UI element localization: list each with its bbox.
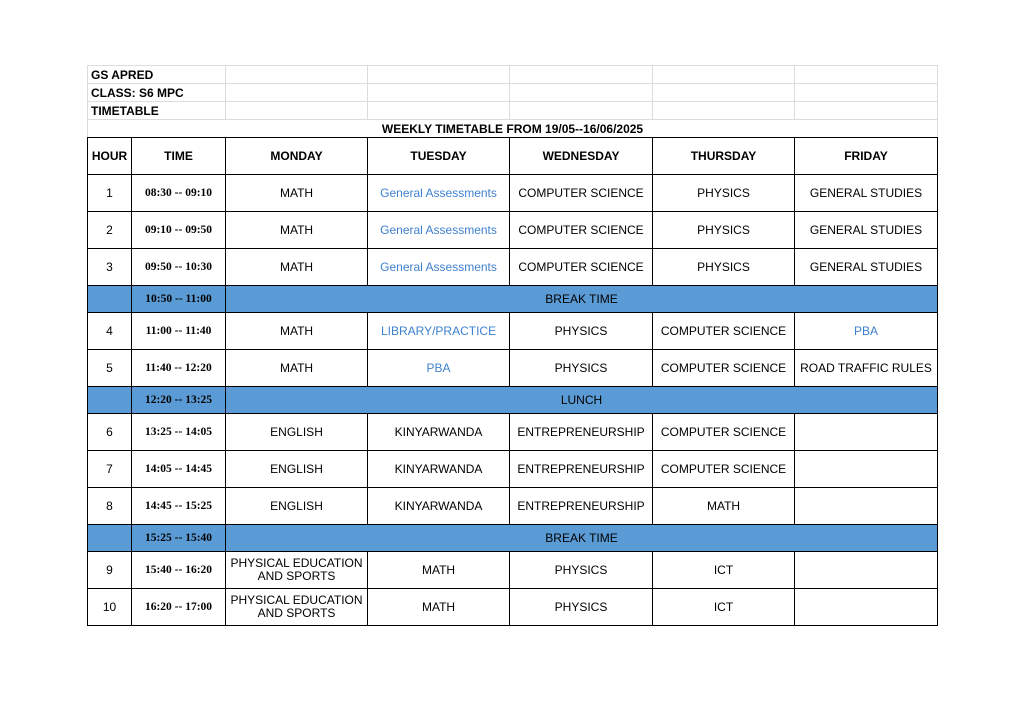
- lesson-row: [88, 589, 938, 626]
- subject-cell-wednesday: COMPUTER SCIENCE: [510, 175, 653, 212]
- empty-cell: [795, 84, 938, 102]
- hour-number: 5: [88, 350, 132, 387]
- subject-cell-friday: [795, 488, 938, 525]
- subject-cell-wednesday: PHYSICS: [510, 589, 653, 626]
- subject-cell-wednesday: ENTREPRENEURSHIP: [510, 488, 653, 525]
- empty-cell: [368, 102, 510, 120]
- subject-cell-friday: [795, 589, 938, 626]
- hour-number: 3: [88, 249, 132, 286]
- break-hour-cell: [88, 387, 132, 414]
- subject-cell-friday: ROAD TRAFFIC RULES: [795, 350, 938, 387]
- subject-cell-monday: ENGLISH: [226, 451, 368, 488]
- hour-number: 10: [88, 589, 132, 626]
- time-slot: 14:05 -- 14:45: [132, 451, 226, 488]
- time-slot: 08:30 -- 09:10: [132, 175, 226, 212]
- subject-cell-thursday: PHYSICS: [653, 175, 795, 212]
- subject-cell-tuesday: MATH: [368, 589, 510, 626]
- lesson-row: [88, 249, 938, 286]
- col-header-friday: FRIDAY: [795, 138, 938, 175]
- subject-cell-thursday: COMPUTER SCIENCE: [653, 350, 795, 387]
- time-slot: 11:00 -- 11:40: [132, 313, 226, 350]
- time-slot: 15:40 -- 16:20: [132, 552, 226, 589]
- class-row: [88, 84, 938, 102]
- hour-number: 2: [88, 212, 132, 249]
- subject-cell-tuesday: General Assessments: [368, 212, 510, 249]
- empty-cell: [510, 102, 653, 120]
- break-hour-cell: [88, 286, 132, 313]
- hour-number: 6: [88, 414, 132, 451]
- subject-cell-thursday: MATH: [653, 488, 795, 525]
- subject-cell-monday: ENGLISH: [226, 488, 368, 525]
- column-header-row: [88, 138, 938, 175]
- subject-cell-tuesday: General Assessments: [368, 249, 510, 286]
- subject-cell-friday: [795, 451, 938, 488]
- col-header-thursday: THURSDAY: [653, 138, 795, 175]
- lesson-row: [88, 313, 938, 350]
- subject-cell-wednesday: ENTREPRENEURSHIP: [510, 414, 653, 451]
- hour-number: 7: [88, 451, 132, 488]
- break-row: [88, 387, 938, 414]
- subject-cell-wednesday: PHYSICS: [510, 313, 653, 350]
- subject-cell-friday: GENERAL STUDIES: [795, 175, 938, 212]
- empty-cell: [226, 66, 368, 84]
- col-header-hour: HOUR: [88, 138, 132, 175]
- title-row: [88, 120, 938, 138]
- hour-number: 9: [88, 552, 132, 589]
- col-header-wednesday: WEDNESDAY: [510, 138, 653, 175]
- subject-cell-thursday: COMPUTER SCIENCE: [653, 451, 795, 488]
- subject-cell-thursday: ICT: [653, 589, 795, 626]
- time-slot: 09:50 -- 10:30: [132, 249, 226, 286]
- lesson-row: [88, 175, 938, 212]
- time-slot: 11:40 -- 12:20: [132, 350, 226, 387]
- subject-cell-tuesday: General Assessments: [368, 175, 510, 212]
- empty-cell: [653, 102, 795, 120]
- subject-cell-wednesday: PHYSICS: [510, 350, 653, 387]
- lesson-row: [88, 552, 938, 589]
- break-time: 12:20 -- 13:25: [132, 387, 226, 414]
- break-row: [88, 286, 938, 313]
- doc-label: TIMETABLE: [88, 102, 226, 120]
- empty-cell: [510, 66, 653, 84]
- break-label: BREAK TIME: [226, 525, 938, 552]
- timetable-title: WEEKLY TIMETABLE FROM 19/05--16/06/2025: [88, 120, 938, 138]
- lesson-row: [88, 212, 938, 249]
- timetable-sheet: [87, 65, 938, 626]
- break-time: 15:25 -- 15:40: [132, 525, 226, 552]
- subject-cell-friday: GENERAL STUDIES: [795, 249, 938, 286]
- time-slot: 09:10 -- 09:50: [132, 212, 226, 249]
- subject-cell-thursday: PHYSICS: [653, 212, 795, 249]
- lesson-row: [88, 451, 938, 488]
- subject-cell-friday: GENERAL STUDIES: [795, 212, 938, 249]
- break-label: LUNCH: [226, 387, 938, 414]
- empty-cell: [795, 102, 938, 120]
- subject-cell-monday: MATH: [226, 350, 368, 387]
- subject-cell-monday: MATH: [226, 212, 368, 249]
- lesson-row: [88, 488, 938, 525]
- subject-cell-monday: PHYSICAL EDUCATION AND SPORTS: [226, 552, 368, 589]
- subject-cell-tuesday: KINYARWANDA: [368, 451, 510, 488]
- class-name: CLASS: S6 MPC: [88, 84, 226, 102]
- subject-cell-thursday: PHYSICS: [653, 249, 795, 286]
- col-header-time: TIME: [132, 138, 226, 175]
- break-label: BREAK TIME: [226, 286, 938, 313]
- subject-cell-friday: [795, 414, 938, 451]
- time-slot: 13:25 -- 14:05: [132, 414, 226, 451]
- school-name: GS APRED: [88, 66, 226, 84]
- subject-cell-thursday: COMPUTER SCIENCE: [653, 414, 795, 451]
- time-slot: 14:45 -- 15:25: [132, 488, 226, 525]
- break-hour-cell: [88, 525, 132, 552]
- time-slot: 16:20 -- 17:00: [132, 589, 226, 626]
- subject-cell-tuesday: LIBRARY/PRACTICE: [368, 313, 510, 350]
- school-row: [88, 66, 938, 84]
- subject-cell-friday: PBA: [795, 313, 938, 350]
- empty-cell: [226, 84, 368, 102]
- break-time: 10:50 -- 11:00: [132, 286, 226, 313]
- col-header-tuesday: TUESDAY: [368, 138, 510, 175]
- subject-cell-friday: [795, 552, 938, 589]
- subject-cell-monday: ENGLISH: [226, 414, 368, 451]
- subject-cell-monday: PHYSICAL EDUCATION AND SPORTS: [226, 589, 368, 626]
- hour-number: 4: [88, 313, 132, 350]
- empty-cell: [226, 102, 368, 120]
- empty-cell: [795, 66, 938, 84]
- subject-cell-tuesday: KINYARWANDA: [368, 414, 510, 451]
- empty-cell: [368, 66, 510, 84]
- subject-cell-wednesday: COMPUTER SCIENCE: [510, 212, 653, 249]
- subject-cell-tuesday: PBA: [368, 350, 510, 387]
- subject-cell-tuesday: KINYARWANDA: [368, 488, 510, 525]
- subject-cell-monday: MATH: [226, 249, 368, 286]
- lesson-row: [88, 414, 938, 451]
- col-header-monday: MONDAY: [226, 138, 368, 175]
- empty-cell: [653, 84, 795, 102]
- subject-cell-wednesday: PHYSICS: [510, 552, 653, 589]
- hour-number: 8: [88, 488, 132, 525]
- subject-cell-thursday: COMPUTER SCIENCE: [653, 313, 795, 350]
- doc-row: [88, 102, 938, 120]
- subject-cell-tuesday: MATH: [368, 552, 510, 589]
- lesson-row: [88, 350, 938, 387]
- hour-number: 1: [88, 175, 132, 212]
- empty-cell: [653, 66, 795, 84]
- break-row: [88, 525, 938, 552]
- subject-cell-wednesday: ENTREPRENEURSHIP: [510, 451, 653, 488]
- subject-cell-monday: MATH: [226, 313, 368, 350]
- subject-cell-monday: MATH: [226, 175, 368, 212]
- subject-cell-thursday: ICT: [653, 552, 795, 589]
- timetable: [87, 65, 938, 626]
- empty-cell: [368, 84, 510, 102]
- subject-cell-wednesday: COMPUTER SCIENCE: [510, 249, 653, 286]
- empty-cell: [510, 84, 653, 102]
